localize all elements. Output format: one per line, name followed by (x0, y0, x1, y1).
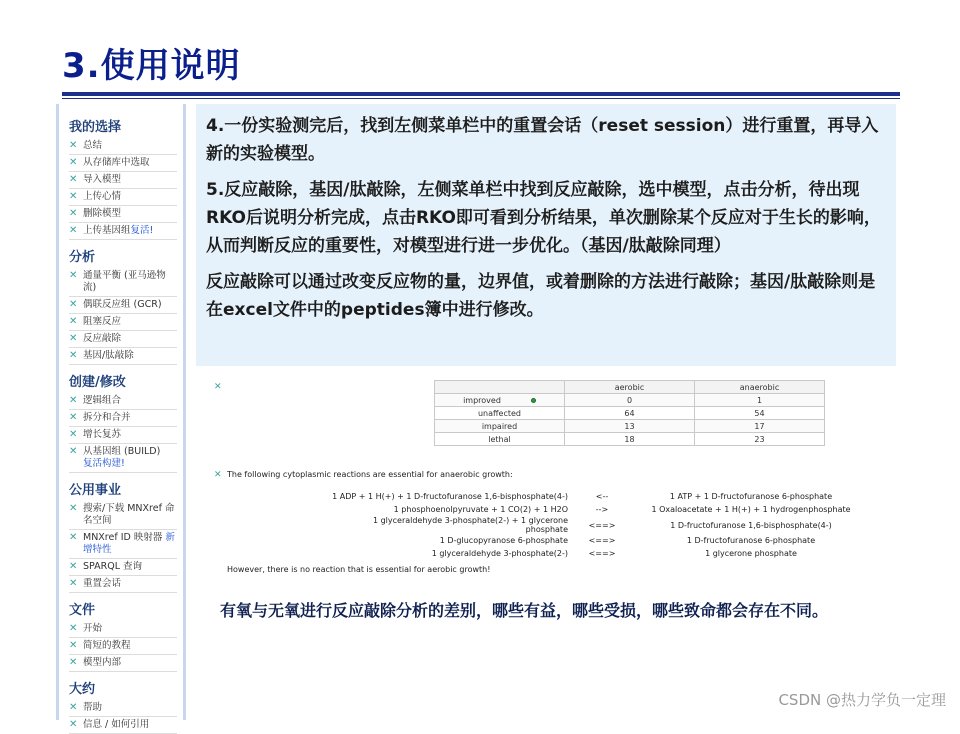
essential-reactions-table (330, 490, 876, 560)
table-cell: 0 (565, 394, 695, 407)
sidebar-item-label: SPARQL 查询 (83, 561, 143, 572)
sidebar-item-growth-recovery[interactable] (69, 427, 177, 444)
reaction-lhs: 1 glyceraldehyde 3-phosphate(2-) + 1 glycerone phosphate (372, 516, 568, 534)
sidebar-item-label: 重置会话 (83, 578, 122, 589)
sidebar-section-my-selection (69, 116, 183, 240)
sidebar-item-label: 帮助 (83, 702, 103, 713)
reaction-arrow: <-- (595, 492, 609, 501)
summary-text: 有氧与无氧进行反应敲除分析的差别，哪些有益，哪些受损，哪些致命都会存在不同。 (220, 601, 829, 620)
sidebar-item-sparql-query[interactable] (69, 559, 177, 576)
close-x-icon: ✕ (69, 503, 78, 514)
new-badge[interactable]: 复活构建! (83, 458, 125, 469)
reaction-rhs: 1 Oxaloacetate + 1 H(+) + 1 hydrogenphosphate (651, 505, 851, 514)
sidebar-item-short-tutorial[interactable] (69, 638, 177, 655)
table-cell: 64 (565, 407, 695, 420)
table-row (435, 420, 825, 433)
new-badge[interactable]: 复活! (130, 225, 154, 236)
sidebar-heading: 文件 (69, 603, 96, 618)
sidebar-item-label: 逻辑组合 (83, 395, 122, 406)
sidebar-item-label: 拆分和合并 (83, 412, 131, 423)
aerobic-note: However, there is no reaction that is essential for aerobic growth! (227, 565, 491, 574)
sidebar-item-search-download-mnxref[interactable] (69, 501, 177, 530)
table-header-cell (435, 381, 565, 394)
sidebar-item-upload-mood[interactable] (69, 189, 177, 206)
sidebar-item-upload-genome[interactable] (69, 223, 177, 240)
close-x-icon: ✕ (69, 140, 78, 151)
reaction-lhs: 1 ADP + 1 H(+) + 1 D-fructofuranose 1,6-bisphosphate(4-) (332, 492, 568, 501)
table-cell: unaffected (435, 407, 565, 420)
sidebar-item-import-model[interactable] (69, 172, 177, 189)
table-cell: lethal (435, 433, 565, 446)
close-x-icon: ✕ (69, 532, 78, 543)
sidebar-item-label: 上传基因组 (83, 225, 131, 236)
sidebar-heading: 公用事业 (69, 483, 122, 498)
sidebar-item-label: MNXref ID 映射器 (83, 532, 163, 543)
reaction-rhs: 1 D-fructofuranose 1,6-bisphosphate(4-) (670, 520, 832, 530)
table-cell: 23 (695, 433, 825, 446)
close-x-icon: ✕ (69, 191, 78, 202)
sidebar-heading: 我的选择 (69, 120, 122, 135)
table-header-cell: aerobic (565, 381, 695, 394)
row-label: improved (463, 395, 501, 405)
watermark: CSDN @热力学负一定理 (778, 691, 946, 709)
instruction-note: 反应敲除可以通过改变反应物的量，边界值，或着删除的方法进行敲除；基因/肽敲除则是在excel文件中的peptides簿中进行修改。 (206, 272, 876, 320)
reaction-row (330, 503, 876, 516)
table-cell: 17 (695, 420, 825, 433)
sidebar-item-help[interactable] (69, 700, 177, 717)
essential-reactions-label: The following cytoplasmic reactions are essential for anaerobic growth: (227, 470, 513, 479)
table-cell: 54 (695, 407, 825, 420)
sidebar-item-flux-balance[interactable] (69, 268, 177, 297)
close-x-icon[interactable]: ✕ (214, 382, 222, 392)
sidebar-heading: 大约 (69, 682, 96, 697)
sidebar-item-label: 模型内部 (83, 657, 122, 668)
close-x-icon: ✕ (69, 719, 78, 730)
sidebar-item-label: 通量平衡 (亚马逊物流) (83, 270, 166, 293)
close-x-icon: ✕ (69, 350, 78, 361)
reaction-row (330, 547, 876, 560)
sidebar-item-label: 增长复苏 (83, 429, 122, 440)
sidebar-item-label: 上传心情 (83, 191, 122, 202)
table-cell (435, 394, 565, 407)
close-x-icon: ✕ (69, 174, 78, 185)
knockout-result-table (434, 380, 825, 446)
close-x-icon: ✕ (69, 446, 78, 457)
table-row (435, 407, 825, 420)
sidebar-item-select-from-repository[interactable] (69, 155, 177, 172)
reaction-row (330, 516, 876, 534)
sidebar-section-analysis (69, 246, 183, 365)
slide-title: 3.使用说明 (62, 46, 241, 86)
instruction-step-5: 5.反应敲除，基因/肽敲除，左侧菜单栏中找到反应敲除，选中模型，点击分析，待出现RKO后说明分析完成，点击RKO即可看到分析结果，单次删除某个反应对于生长的影响，从而判断反应的重要性，对模型进行进一步优化。（基因/肽敲除同理） (206, 180, 881, 256)
table-cell: 13 (565, 420, 695, 433)
sidebar-item-label: 阻塞反应 (83, 316, 122, 327)
title-rule (62, 92, 900, 96)
close-x-icon: ✕ (69, 208, 78, 219)
sidebar-item-blocked-reactions[interactable] (69, 314, 177, 331)
close-x-icon: ✕ (69, 270, 78, 281)
sidebar-item-label: 偶联反应组 (GCR) (83, 299, 162, 310)
reaction-lhs: 1 glyceraldehyde 3-phosphate(2-) (431, 549, 568, 558)
sidebar-item-info-cite[interactable] (69, 717, 177, 734)
sidebar-item-label: 总结 (83, 140, 103, 151)
sidebar-item-coupled-reactions[interactable] (69, 297, 177, 314)
reaction-arrow: --> (595, 505, 609, 514)
close-x-icon: ✕ (69, 702, 78, 713)
close-x-icon: ✕ (69, 412, 78, 423)
reaction-lhs: 1 phosphoenolpyruvate + 1 CO(2) + 1 H2O (393, 505, 568, 514)
instruction-step-4: 4.一份实验测完后，找到左侧菜单栏中的重置会话（reset session）进行重置，再导入新的实验模型。 (206, 116, 879, 164)
sidebar-item-logic-combination[interactable] (69, 393, 177, 410)
sidebar-item-label: 基因/肽敲除 (83, 350, 134, 361)
reaction-rhs: 1 glycerone phosphate (705, 549, 797, 558)
table-row (435, 433, 825, 446)
sidebar-item-label: 简短的教程 (83, 640, 131, 651)
close-x-icon: ✕ (69, 657, 78, 668)
sidebar-item-build-from-genome[interactable] (69, 444, 177, 473)
table-header-cell: anaerobic (695, 381, 825, 394)
close-x-icon: ✕ (69, 316, 78, 327)
sidebar-item-delete-model[interactable] (69, 206, 177, 223)
sidebar-item-model-internals[interactable] (69, 655, 177, 672)
table-cell: 1 (695, 394, 825, 407)
close-x-icon: ✕ (69, 157, 78, 168)
new-badge[interactable]: 新增特性 (83, 532, 175, 555)
reaction-arrow: <==> (588, 536, 616, 545)
sidebar-item-label: 开始 (83, 623, 103, 634)
close-x-icon[interactable]: ✕ (214, 470, 222, 480)
table-row (435, 394, 825, 407)
sidebar-item-start[interactable] (69, 621, 177, 638)
close-x-icon: ✕ (69, 623, 78, 634)
sidebar-item-summary[interactable] (69, 138, 177, 155)
close-x-icon: ✕ (69, 333, 78, 344)
sidebar-item-split-merge[interactable] (69, 410, 177, 427)
close-x-icon: ✕ (69, 561, 78, 572)
sidebar-heading: 创建/修改 (69, 375, 126, 390)
reaction-arrow: <==> (588, 520, 616, 530)
sidebar-item-label: 从基因组 (BUILD) (83, 446, 161, 457)
status-dot-icon (531, 398, 536, 403)
sidebar-section-docs (69, 599, 183, 672)
sidebar-item-reset-session[interactable] (69, 576, 177, 593)
sidebar-item-label: 从存储库中选取 (83, 157, 150, 168)
close-x-icon: ✕ (69, 578, 78, 589)
sidebar-section-create-modify (69, 371, 183, 473)
table-header-row (435, 381, 825, 394)
sidebar-item-gene-knockout[interactable] (69, 348, 177, 365)
table-cell: impaired (435, 420, 565, 433)
reaction-arrow: <==> (588, 549, 616, 558)
sidebar-item-mnxref-id-mapper[interactable] (69, 530, 177, 559)
table-cell: 18 (565, 433, 695, 446)
sidebar-section-about (69, 678, 183, 734)
close-x-icon: ✕ (69, 429, 78, 440)
sidebar-menu (56, 104, 186, 730)
sidebar-item-label: 信息 / 如何引用 (83, 719, 150, 730)
sidebar-heading: 分析 (69, 250, 96, 265)
close-x-icon: ✕ (69, 395, 78, 406)
sidebar-item-label: 导入模型 (83, 174, 122, 185)
close-x-icon: ✕ (69, 640, 78, 651)
reaction-row (330, 534, 876, 547)
reaction-lhs: 1 D-glucopyranose 6-phosphate (439, 536, 568, 545)
close-x-icon: ✕ (69, 299, 78, 310)
reaction-rhs: 1 D-fructofuranose 6-phosphate (686, 536, 816, 545)
sidebar-item-label: 删除模型 (83, 208, 122, 219)
close-x-icon: ✕ (69, 225, 78, 236)
sidebar-section-utilities (69, 479, 183, 593)
sidebar-item-label: 反应敲除 (83, 333, 122, 344)
reaction-rhs: 1 ATP + 1 D-fructofuranose 6-phosphate (669, 492, 833, 501)
reaction-row (330, 490, 876, 503)
instruction-box (196, 104, 896, 366)
sidebar-item-reaction-knockout[interactable] (69, 331, 177, 348)
sidebar-item-label: 搜索/下载 MNXref 命名空间 (83, 503, 175, 526)
